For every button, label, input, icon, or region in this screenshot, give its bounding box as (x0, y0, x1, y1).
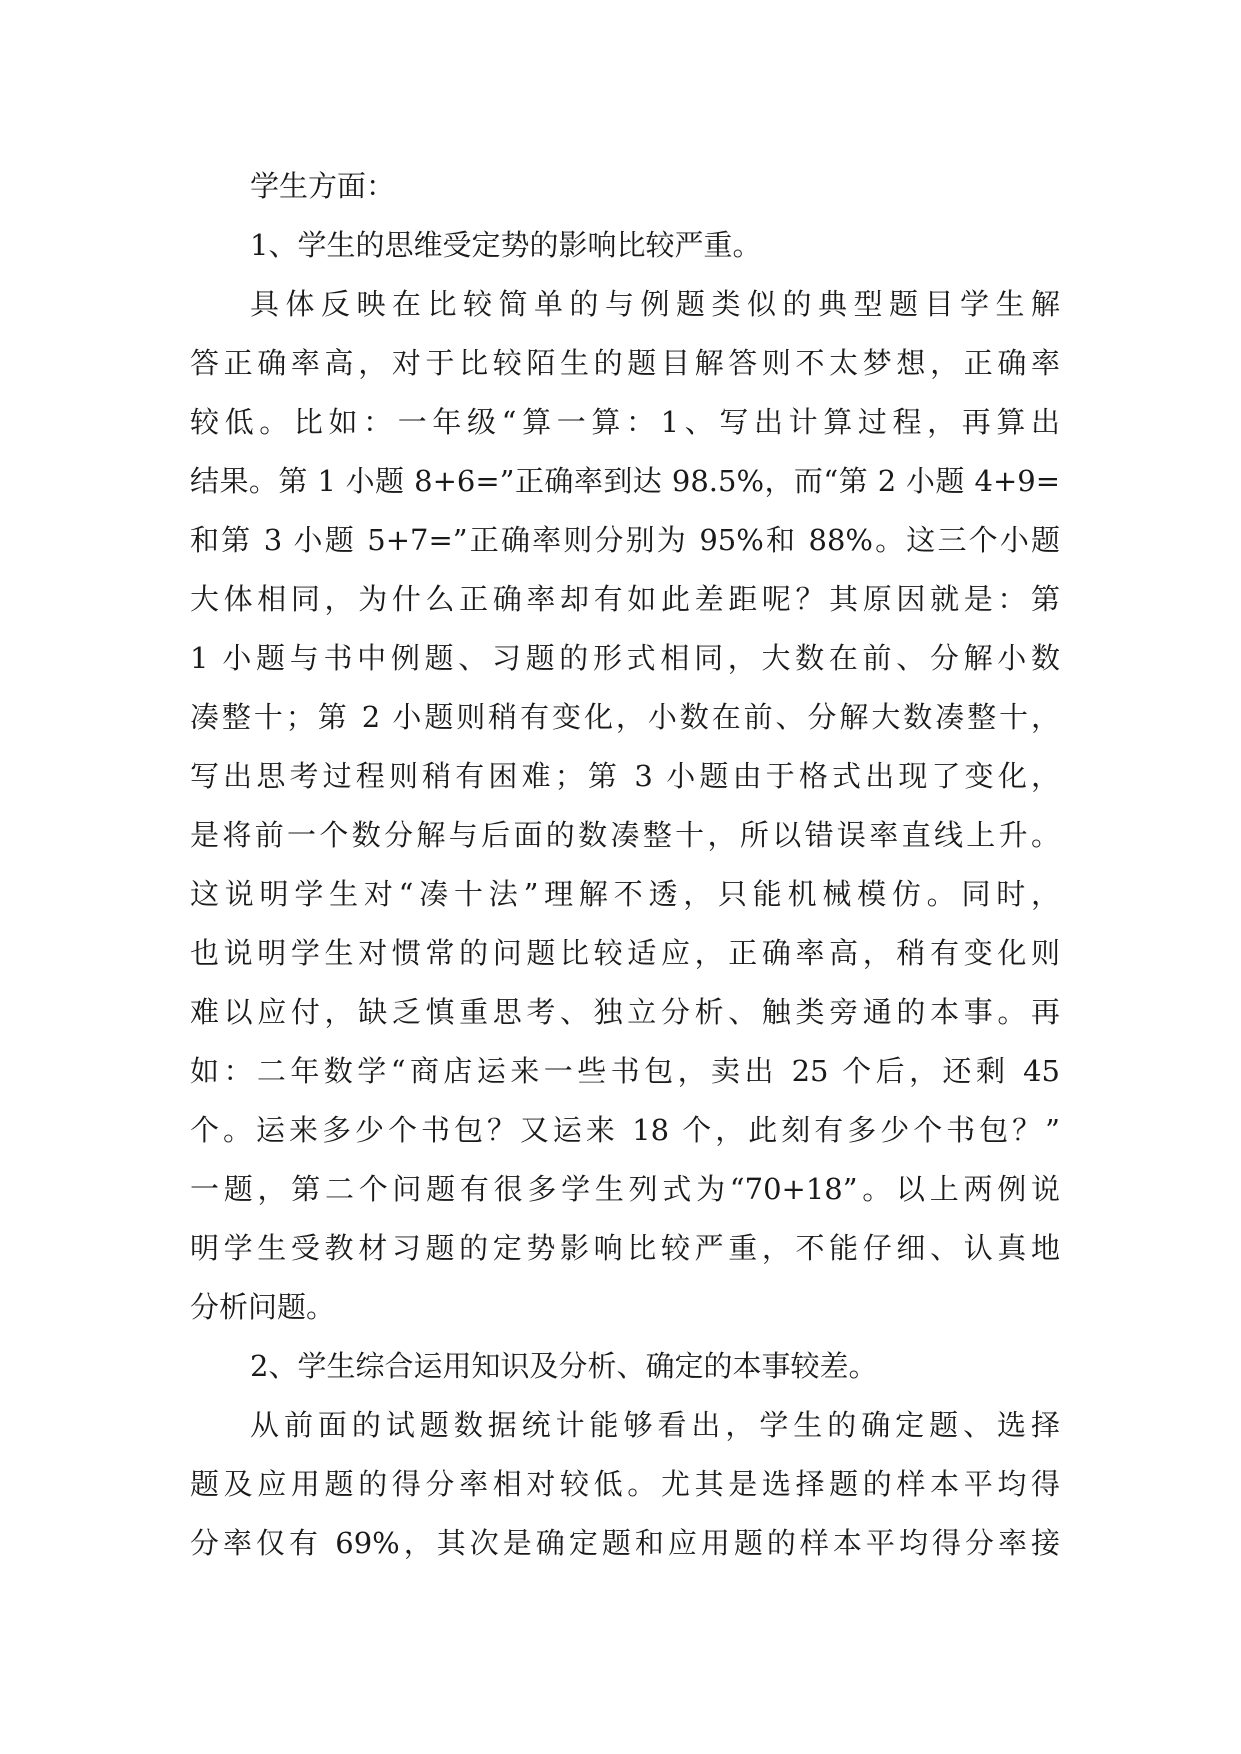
text-line: 难以应付，缺乏慎重思考、独立分析、触类旁通的本事。再 (190, 995, 1060, 1029)
text-line: 1、学生的思维受定势的影响比较严重。 (250, 228, 762, 262)
text-line: 学生方面： (250, 169, 396, 203)
text-line: 较低。比如：一年级“算一算：1、写出计算过程，再算出 (190, 405, 1060, 439)
body-text (190, 157, 1060, 1573)
text-line: 也说明学生对惯常的问题比较适应，正确率高，稍有变化则 (190, 936, 1060, 970)
text-line: 明学生受教材习题的定势影响比较严重，不能仔细、认真地 (190, 1231, 1060, 1265)
text-line: 分率仅有 69%，其次是确定题和应用题的样本平均得分率接 (190, 1526, 1060, 1560)
text-line: 凑整十；第 2 小题则稍有变化，小数在前、分解大数凑整十， (190, 700, 1060, 734)
text-line: 是将前一个数分解与后面的数凑整十，所以错误率直线上升。 (190, 818, 1060, 852)
text-line: 结果。第 1 小题 8+6=”正确率到达 98.5%，而“第 2 小题 4+9= (190, 464, 1060, 498)
text-line: 一题，第二个问题有很多学生列式为“70+18”。以上两例说 (190, 1172, 1060, 1206)
text-line: 分析问题。 (190, 1290, 336, 1324)
text-line: 和第 3 小题 5+7=”正确率则分别为 95%和 88%。这三个小题 (190, 523, 1060, 557)
text-line: 大体相同，为什么正确率却有如此差距呢？其原因就是：第 (190, 582, 1060, 616)
text-line: 个。运来多少个书包？又运来 18 个，此刻有多少个书包？” (190, 1113, 1060, 1147)
text-line: 具体反映在比较简单的与例题类似的典型题目学生解 (250, 287, 1060, 321)
text-line: 如：二年数学“商店运来一些书包，卖出 25 个后，还剩 45 (190, 1054, 1060, 1088)
text-line: 1 小题与书中例题、习题的形式相同，大数在前、分解小数 (190, 641, 1060, 675)
text-line: 题及应用题的得分率相对较低。尤其是选择题的样本平均得 (190, 1467, 1060, 1501)
text-line: 这说明学生对“凑十法”理解不透，只能机械模仿。同时， (190, 877, 1060, 911)
text-line: 2、学生综合运用知识及分析、确定的本事较差。 (250, 1349, 878, 1383)
text-line: 答正确率高，对于比较陌生的题目解答则不太梦想，正确率 (190, 346, 1060, 380)
text-line: 写出思考过程则稍有困难；第 3 小题由于格式出现了变化， (190, 759, 1060, 793)
text-line: 从前面的试题数据统计能够看出，学生的确定题、选择 (250, 1408, 1060, 1442)
